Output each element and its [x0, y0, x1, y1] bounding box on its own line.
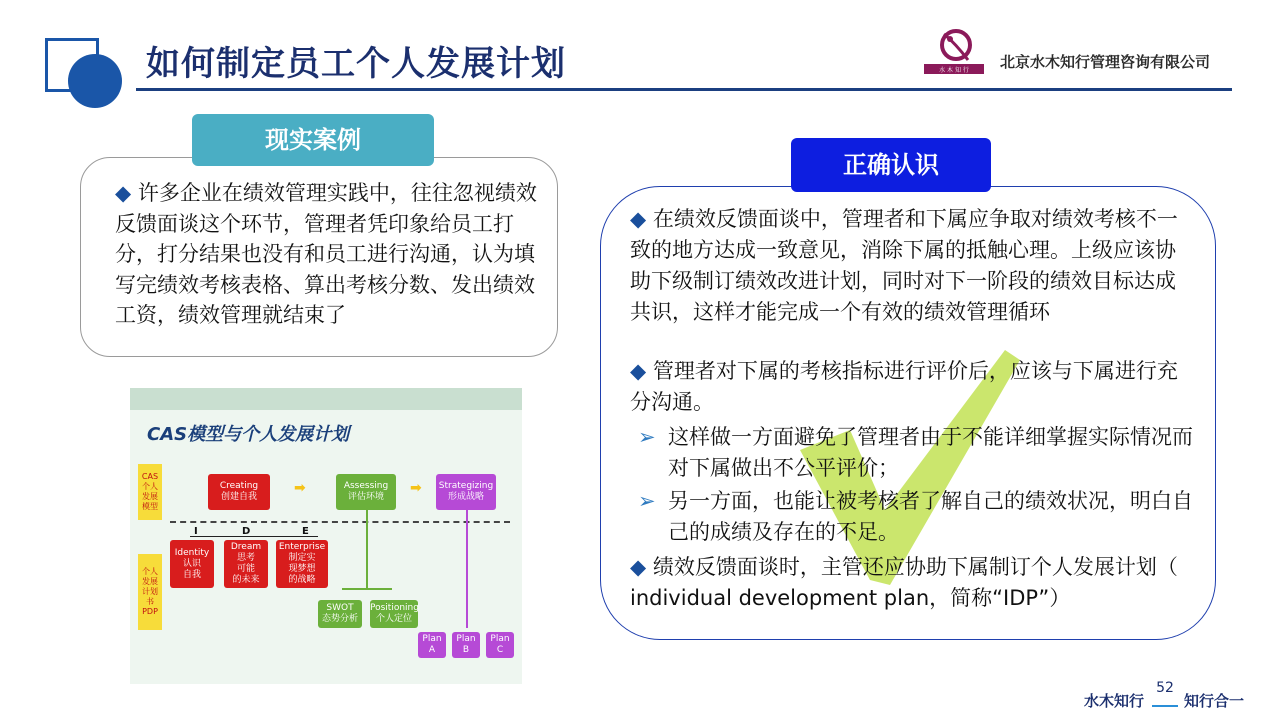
bullet-diamond-icon: ◆: [630, 359, 647, 383]
correct-item-5: ◆ 绩效反馈面谈时，主管还应协助下属制订个人发展计划（ individual development plan，简称“IDP”）: [630, 555, 1178, 610]
cas-node-plan-c: Plan C: [486, 632, 514, 658]
case-tab-label: 现实案例: [192, 114, 434, 166]
cas-node-enterprise: Enterprise 制定实 现梦想 的战略: [276, 540, 328, 588]
case-box: [80, 157, 558, 357]
arrow-bullet-icon: ➢: [638, 425, 656, 449]
arrow-bullet-icon: ➢: [638, 489, 656, 513]
cas-node-plan-b: Plan B: [452, 632, 480, 658]
cas-node-positioning: Positioning 个人定位: [370, 600, 418, 628]
cas-letter-i: I: [194, 526, 198, 537]
correct-item-2: ◆ 管理者对下属的考核指标进行评价后，应该与下属进行充分沟通。: [630, 359, 1178, 414]
case-text: 许多企业在绩效管理实践中，往往忽视绩效反馈面谈这个环节，管理者凭印象给员工打分，打分结果也没有和员工进行沟通，认为填写完绩效考核表格、算出考核分数、发出绩效工资，绩效管理就结束了: [115, 181, 537, 327]
cas-letter-d: D: [242, 526, 251, 537]
header-circle-decoration: [68, 54, 122, 108]
cas-node-assessing: Assessing 评估环境: [336, 474, 396, 510]
company-name: 北京水木知行管理咨询有限公司: [1000, 53, 1211, 71]
company-logo: [922, 26, 986, 74]
bullet-diamond-icon: ◆: [115, 181, 132, 205]
cas-node-identity: Identity 认识 自我: [170, 540, 214, 588]
page-title: 如何制定员工个人发展计划: [146, 44, 566, 84]
bullet-diamond-icon: ◆: [630, 555, 647, 579]
correct-tab-label: 正确认识: [791, 138, 991, 192]
cas-letter-e: E: [302, 526, 309, 537]
cas-node-dream: Dream 思考 可能 的未来: [224, 540, 268, 588]
cas-side-label-top: CAS 个人 发展 模型: [138, 464, 162, 520]
cas-side-label-bottom: 个人 发展 计划 书 PDP: [138, 554, 162, 630]
cas-node-swot: SWOT 态势分析: [318, 600, 362, 628]
header-divider: [136, 88, 1232, 91]
page-number: 52: [1156, 680, 1174, 696]
correct-item-3: 这样做一方面避免了管理者由于不能详细掌握实际情况而对下属做出不公平评价；: [668, 425, 1193, 480]
correct-item-4: 另一方面，也能让被考核者了解自己的绩效状况，明白自己的成绩及存在的不足。: [668, 489, 1193, 544]
cas-arrow-icon: ➡: [294, 480, 306, 496]
footer-slogan-left: 水木知行: [1084, 692, 1145, 710]
logo-lettering: 水 木 知 行: [939, 67, 969, 74]
bullet-diamond-icon: ◆: [630, 207, 647, 231]
correct-item-1: ◆ 在绩效反馈面谈中，管理者和下属应争取对绩效考核不一致的地方达成一致意见，消除下属的抵触心理。上级应该协助下级制订绩效改进计划，同时对下一阶段的绩效目标达成共识，这样才能完成一个有效的绩效管理循环: [630, 207, 1178, 324]
cas-node-plan-a: Plan A: [418, 632, 446, 658]
cas-node-strategizing: Strategizing 形成战略: [436, 474, 496, 510]
footer-slogan-right: 知行合一: [1184, 692, 1245, 710]
cas-node-creating: Creating 创建自我: [208, 474, 270, 510]
cas-title: CAS模型与个人发展计划: [147, 424, 350, 445]
page-number-underline: [1152, 705, 1178, 707]
cas-arrow-icon: ➡: [410, 480, 422, 496]
